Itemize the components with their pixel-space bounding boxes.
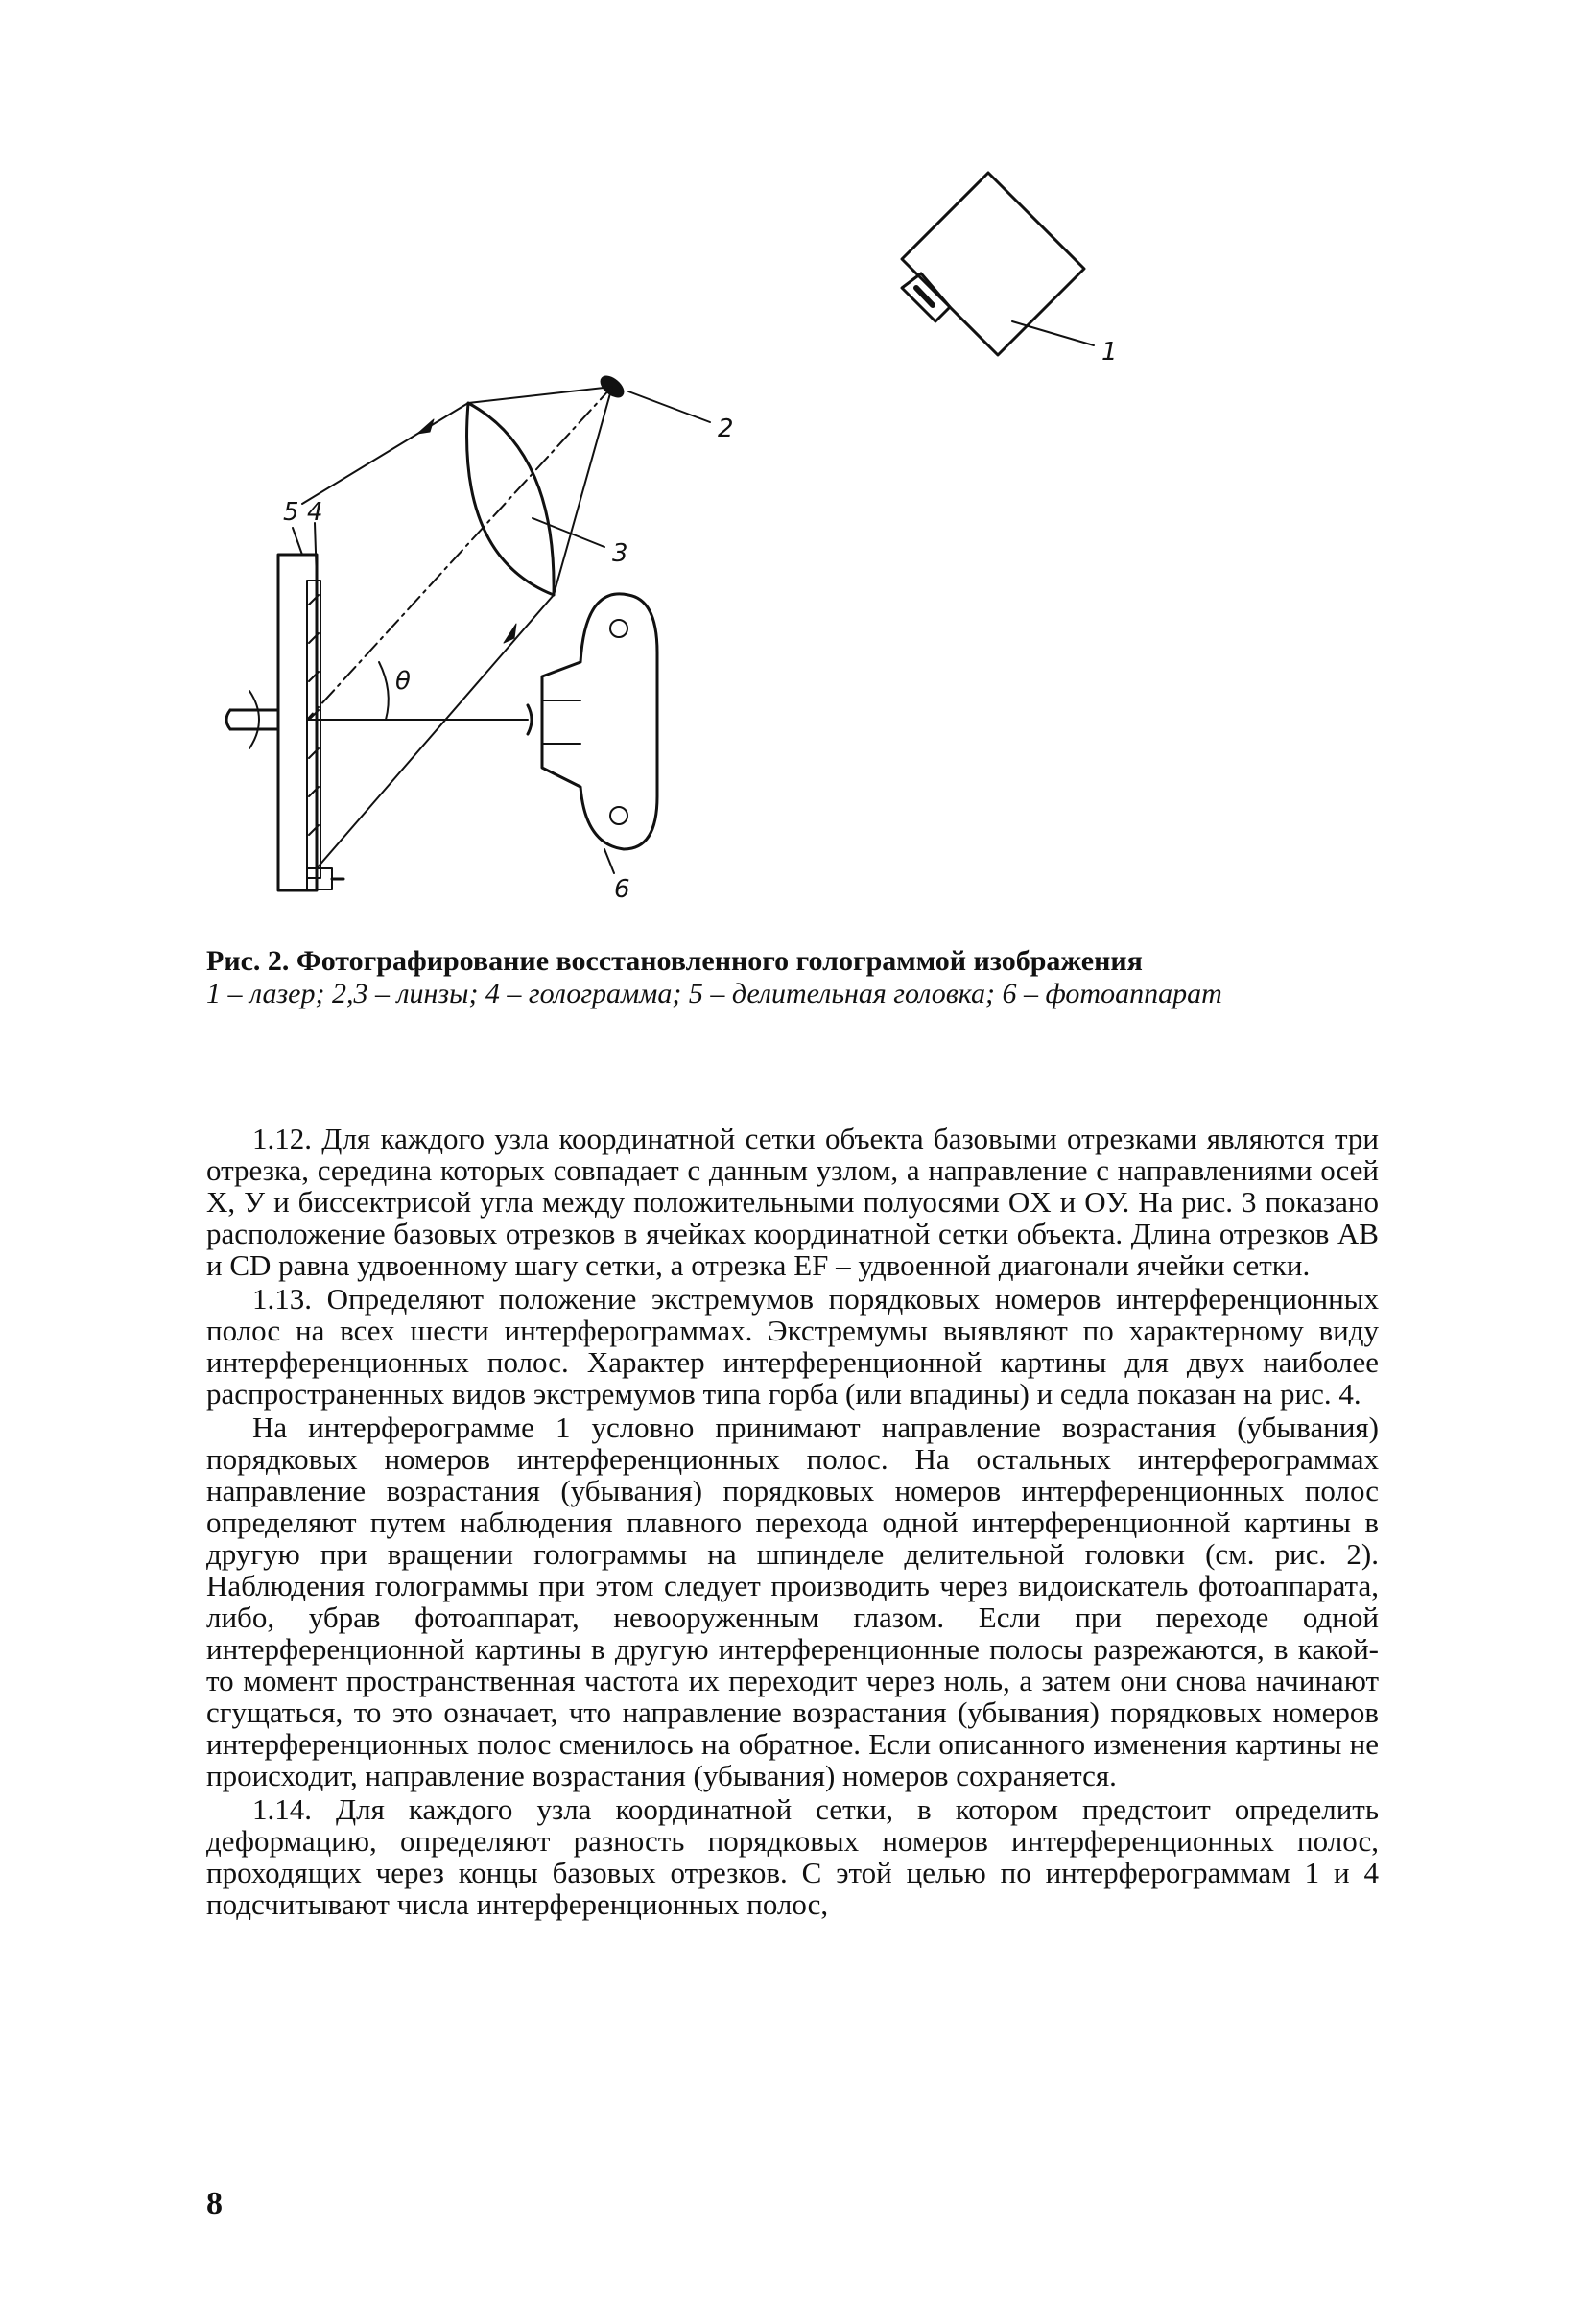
label-theta: θ [395, 667, 411, 696]
paragraph-1-12: 1.12. Для каждого узла координатной сетки объекта базовыми отрезками являются три отрезка, середина которых совпадает с данным узлом, а направление с направлениями осей X, У и биссектрисой угла между положительными полуосями OX и OУ. На рис. 3 показано расположение базовых отрезков в ячейках координатной сетки объекта. Длина отрезков AB и CD равна удвоенному шагу сетки, а отрезка EF – удвоенной диагонали ячейки сетки. [206, 1122, 1379, 1282]
dividing-head-plate [278, 555, 317, 890]
label-1: 1 [1101, 338, 1118, 367]
optical-setup-figure [283, 144, 1286, 931]
label-6: 6 [614, 875, 630, 904]
page-number: 8 [206, 2186, 223, 2221]
label-4: 4 [307, 498, 323, 527]
paragraph-interferogram: На интерферограмме 1 условно принимают направление возрастания (убывания) порядковых номеров интерференционных полос. На остальных интерферограммах направление возрастания (убывания) порядковых номеров интерференционных полос определяют путем наблюдения плавного перехода одной интерференционной картины в другую при вращении голограммы на шпинделе делительной головки (см. рис. 2). Наблюдения голограммы при этом следует производить через видоискатель фотоаппарата, либо, убрав фотоаппарат, невооруженным глазом. Если при переходе одной интерференционной картины в другую интерференционные полосы разрежаются, в какой-то момент пространственная частота их переходит через ноль, а затем они снова начинают сгущаться, то это означает, что направление возрастания (убывания) порядковых номеров интерференционных полос сменилось на обратное. Если описанного изменения картины не происходит, направление возрастания (убывания) номеров сохраняется. [206, 1411, 1379, 1792]
paragraph-1-14: 1.14. Для каждого узла координатной сетки, в котором предстоит определить деформацию, определяют разность порядковых номеров интерференционных полос, проходящих через концы базовых отрезков. С этой целью по интерферограммам 1 и 4 подсчитывают числа интерференционных полос, [206, 1792, 1379, 1921]
caption-title: Рис. 2. Фотографирование восстановленного голограммой изображения [206, 945, 1143, 977]
camera-body [542, 594, 657, 849]
laser-body [902, 173, 1084, 355]
figure-caption [206, 945, 1377, 1010]
paragraph-1-13: 1.13. Определяют положение экстремумов порядковых номеров интерференционных полос на всех шести интерферограммах. Экстремумы выявляют по характерному виду интерференционных полос. Характер интерференционной картины для двух наиболее распространенных видов экстремумов типа горба (или впадины) и седла показан на рис. 4. [206, 1282, 1379, 1411]
label-3: 3 [612, 539, 628, 568]
label-5: 5 [283, 498, 299, 527]
label-2: 2 [718, 415, 734, 443]
body-text [206, 1123, 1379, 1922]
optical-setup-diagram [283, 144, 1286, 931]
caption-legend: 1 – лазер; 2,3 – линзы; 4 – голограмма; 5 – делительная головка; 6 – фотоаппарат [206, 978, 1222, 1009]
